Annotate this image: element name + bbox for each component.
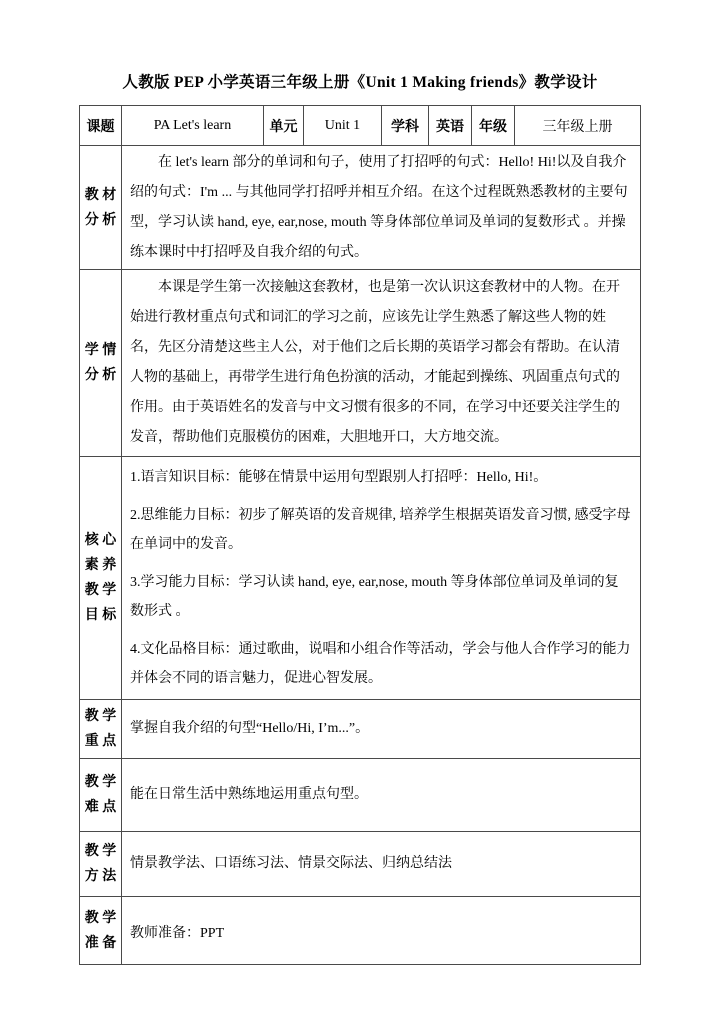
subject-value: 英语 [429,106,472,146]
row-learner-analysis [80,270,641,457]
teaching-preparation-label: 教 学 准 备 [80,897,122,965]
learner-analysis-paragraph: 本课是学生第一次接触这套教材，也是第一次认识这套教材中的人物。在开始进行教材重点句式和词汇的学习之前，应该先让学生熟悉了解这些人物的姓名，先区分清楚这些主人公，对于他们之后长期的英语学习都会有帮助。在认清人物的基础上，再带学生进行角色扮演的活动，才能起到操练、巩固重点句式的作用。由于英语姓名的发音与中文习惯有很多的不同，在学习中还要关注学生的发音，帮助他们克服模仿的困难，大胆地开口，大方地交流。 [130,280,620,445]
objective-learning-ability: 3.学习能力目标：学习认读 hand, eye, ear,nose, mouth 等身体部位单词及单词的复数形式 。 [130,575,619,619]
teaching-focus-content [122,700,641,759]
objective-cultural-character: 4.文化品格目标：通过歌曲，说唱和小组合作等活动，学会与他人合作学习的能力并体会不同的语言魅力，促进心智发展。 [130,642,631,686]
learner-analysis-content [122,270,641,457]
unit-value: Unit 1 [304,106,382,146]
teaching-methods-paragraph: 情景教学法、口语练习法、情景交际法、归纳总结法 [130,856,452,871]
teaching-methods-label: 教 学 方 法 [80,832,122,897]
row-core-competency-objectives [80,457,641,700]
objective-thinking-ability: 2.思维能力目标：初步了解英语的发音规律, 培养学生根据英语发音习惯, 感受字母在单词中的发音。 [130,508,631,552]
row-teaching-difficulty [80,759,641,832]
core-competency-objectives-content [122,457,641,700]
teaching-preparation-paragraph: 教师准备：PPT [130,926,225,941]
row-teaching-focus [80,700,641,759]
learner-analysis-label: 学 情 分 析 [80,270,122,457]
course-title-label: 课题 [80,106,122,146]
subject-label: 学科 [382,106,429,146]
grade-label: 年级 [472,106,515,146]
row-teaching-methods [80,832,641,897]
teaching-preparation-content [122,897,641,965]
grade-value: 三年级上册 [515,106,641,146]
teaching-difficulty-content [122,759,641,832]
unit-label: 单元 [264,106,304,146]
document-title: 人教版 PEP 小学英语三年级上册《Unit 1 Making friends》教学设计 [122,74,598,91]
row-textbook-analysis [80,146,641,270]
teaching-focus-label: 教 学 重 点 [80,700,122,759]
objective-language-knowledge: 1.语言知识目标：能够在情景中运用句型跟别人打招呼：Hello, Hi!。 [130,470,548,485]
teaching-focus-paragraph: 掌握自我介绍的句型“Hello/Hi, I’m...”。 [130,721,370,736]
core-competency-objectives-label: 核 心 素 养 教 学 目 标 [80,457,122,700]
course-title-value: PA Let's learn [122,106,264,146]
teaching-methods-content [122,832,641,897]
row-teaching-preparation [80,897,641,965]
teaching-difficulty-label: 教 学 难 点 [80,759,122,832]
header-row [80,106,641,146]
teaching-difficulty-paragraph: 能在日常生活中熟练地运用重点句型。 [130,787,368,802]
textbook-analysis-label: 教 材 分 析 [80,146,122,270]
lesson-plan-table [79,105,641,965]
textbook-analysis-paragraph: 在 let's learn 部分的单词和句子，使用了打招呼的句式：Hello! Hi!以及自我介绍的句式：I'm ... 与其他同学打招呼并相互介绍。在这个过程既熟悉教材的主要句型，学习认读 hand, eye, ear,nose, mouth 等身体部位单词及单词的复数形式 。并操练本课时中打招呼及自我介绍的句式。 [130,154,628,260]
textbook-analysis-content [122,146,641,270]
